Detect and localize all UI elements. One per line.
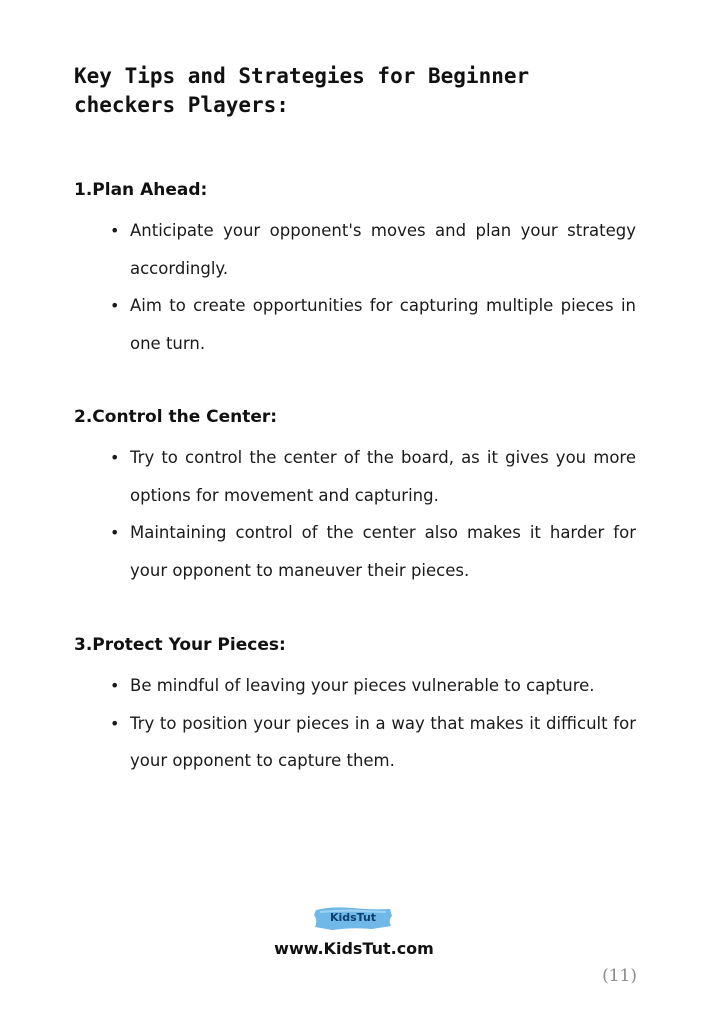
section-heading: 3.Protect Your Pieces: [74, 635, 286, 655]
kidstut-logo [312, 904, 394, 932]
page-title: Key Tips and Strategies for Beginner checkers Players: [74, 64, 530, 117]
list-item [74, 705, 636, 780]
bullet-text: Maintaining control of the center also makes it harder for your opponent to maneuver their pieces. [130, 523, 636, 580]
list-item [74, 514, 636, 589]
bullet-icon: • [110, 296, 120, 315]
page-number: (11) [602, 966, 637, 986]
logo-text: KidsTut [329, 911, 377, 924]
bullet-icon: • [110, 448, 120, 467]
list-item [74, 287, 636, 362]
section-heading: 2.Control the Center: [74, 407, 278, 427]
bullet-icon: • [110, 221, 120, 240]
bullet-list [74, 439, 636, 589]
bullet-list [74, 212, 636, 362]
list-item [74, 667, 636, 705]
list-item [74, 212, 636, 287]
bullet-icon: • [110, 676, 120, 695]
bullet-icon: • [110, 523, 120, 542]
bullet-text: Try to control the center of the board, as it gives you more options for movement and capturing. [130, 448, 636, 505]
bullet-icon: • [110, 713, 120, 733]
bullet-text: Aim to create opportunities for capturing multiple pieces in one turn. [130, 296, 636, 353]
bullet-text: Try to position your pieces in a way that makes it difficult for your opponent to capture them. [130, 713, 636, 770]
bullet-list [74, 667, 636, 780]
website-url: www.KidsTut.com [274, 939, 434, 958]
section-plan-ahead [74, 178, 636, 362]
bullet-text: Be mindful of leaving your pieces vulnerable to capture. [130, 676, 595, 695]
section-control-center [74, 405, 636, 589]
list-item [74, 439, 636, 514]
section-protect-pieces [74, 633, 636, 780]
bullet-text: Anticipate your opponent's moves and plan your strategy accordingly. [130, 221, 636, 278]
section-heading: 1.Plan Ahead: [74, 180, 208, 200]
